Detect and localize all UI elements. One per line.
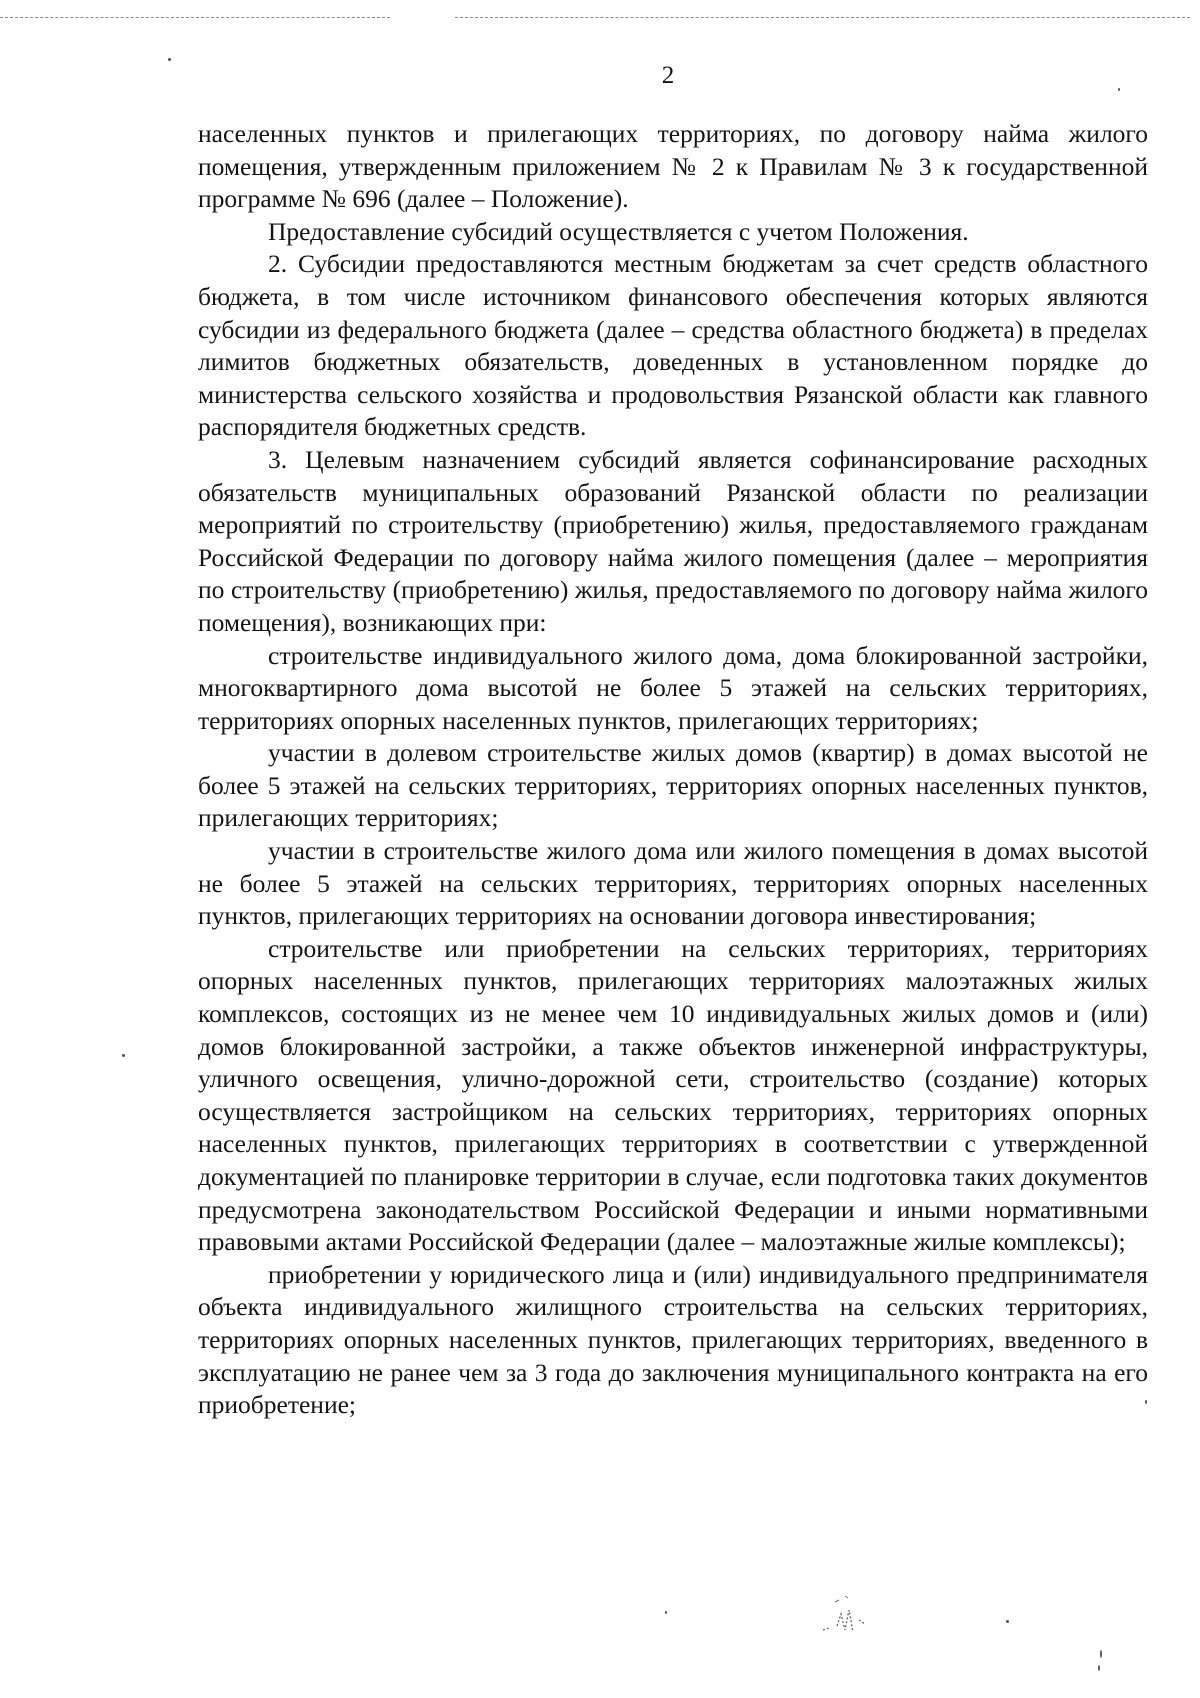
paragraph-provision: Предоставление субсидий осуществляется с учетом Положения. [268, 216, 969, 246]
scan-speck [1145, 1400, 1147, 1404]
scan-speck [1098, 1665, 1100, 1671]
scan-edge-line-right [455, 17, 1190, 18]
paragraph-construction: строительстве индивидуального жилого дома, дома блокированной застройки, многоквартирного дома высотой не более 5 этажей на сельских территориях, территориях опорных населенных пунктов, прилегающих территориях; [198, 640, 1148, 735]
scan-scribble-mark [815, 1590, 885, 1640]
scan-speck [1118, 88, 1120, 91]
paragraph-acquisition: приобретении у юридического лица и (или) индивидуального предпринимателя объекта индивидуального жилищного строительства на сельских территориях, территориях опорных населенных пунктов, прилегающих территориях, введенного в эксплуатацию не ранее чем за 3 года до заключения муниципального контракта на его приобретение; [198, 1259, 1148, 1420]
scan-speck [168, 58, 171, 61]
document-body [198, 118, 1148, 1422]
page-number: 2 [661, 62, 675, 89]
scan-speck [122, 1054, 125, 1057]
paragraph-low-rise-complexes: строительстве или приобретении на сельских территориях, территориях опорных населенных пунктов, прилегающих территориях малоэтажных жилых комплексов, состоящих из не менее чем 10 индивидуальных жилых домов и (или) домов блокированной застройки, а также объектов инженерной инфраструктуры, уличного освещения, улично-дорожной сети, строительство (создание) которых осуществляется застройщиком на сельских территориях, территориях опорных населенных пунктов, прилегающих территориях в соответствии с утвержденной документацией по планировке территории в случае, если подготовка таких документов предусмотрена законодательством Российской Федерации и иными нормативными правовыми актами Российской Федерации (далее – малоэтажные жилые комплексы); [198, 933, 1148, 1257]
scan-speck [665, 1611, 667, 1614]
paragraph-continuation: населенных пунктов и прилегающих территориях, по договору найма жилого помещения, утвержденным приложением № 2 к Правилам № 3 к государственной программе № 696 (далее – Положение). [198, 119, 1148, 214]
paragraph-item-3: 3. Целевым назначением субсидий является софинансирование расходных обязательств муниципальных образований Рязанской области по реализации мероприятий по строительству (приобретению) жилья, предоставляемого гражданам Российской Федерации по договору найма жилого помещения (далее – мероприятия по строительству (приобретению) жилья, предоставляемого по договору найма жилого помещения), возникающих при: [198, 444, 1148, 637]
paragraph-shared-construction: участии в долевом строительстве жилых домов (квартир) в домах высотой не более 5 этажей на сельских территориях, территориях опорных населенных пунктов, прилегающих территориях; [198, 738, 1148, 833]
paragraph-investment: участии в строительстве жилого дома или жилого помещения в домах высотой не более 5 этажей на сельских территориях, территориях опорных населенных пунктов, прилегающих территориях на основании договора инвестирования; [198, 836, 1148, 931]
paragraph-item-2: 2. Субсидии предоставляются местным бюджетам за счет средств областного бюджета, в том числе источником финансового обеспечения которых являются субсидии из федерального бюджета (далее – средства областного бюджета) в пределах лимитов бюджетных обязательств, доведенных в установленном порядке до министерства сельского хозяйства и продовольствия Рязанской области как главного распорядителя бюджетных средств. [198, 249, 1148, 442]
scan-speck [1006, 1620, 1009, 1623]
scan-speck [1100, 1650, 1102, 1658]
scan-edge-line-left [0, 17, 390, 18]
